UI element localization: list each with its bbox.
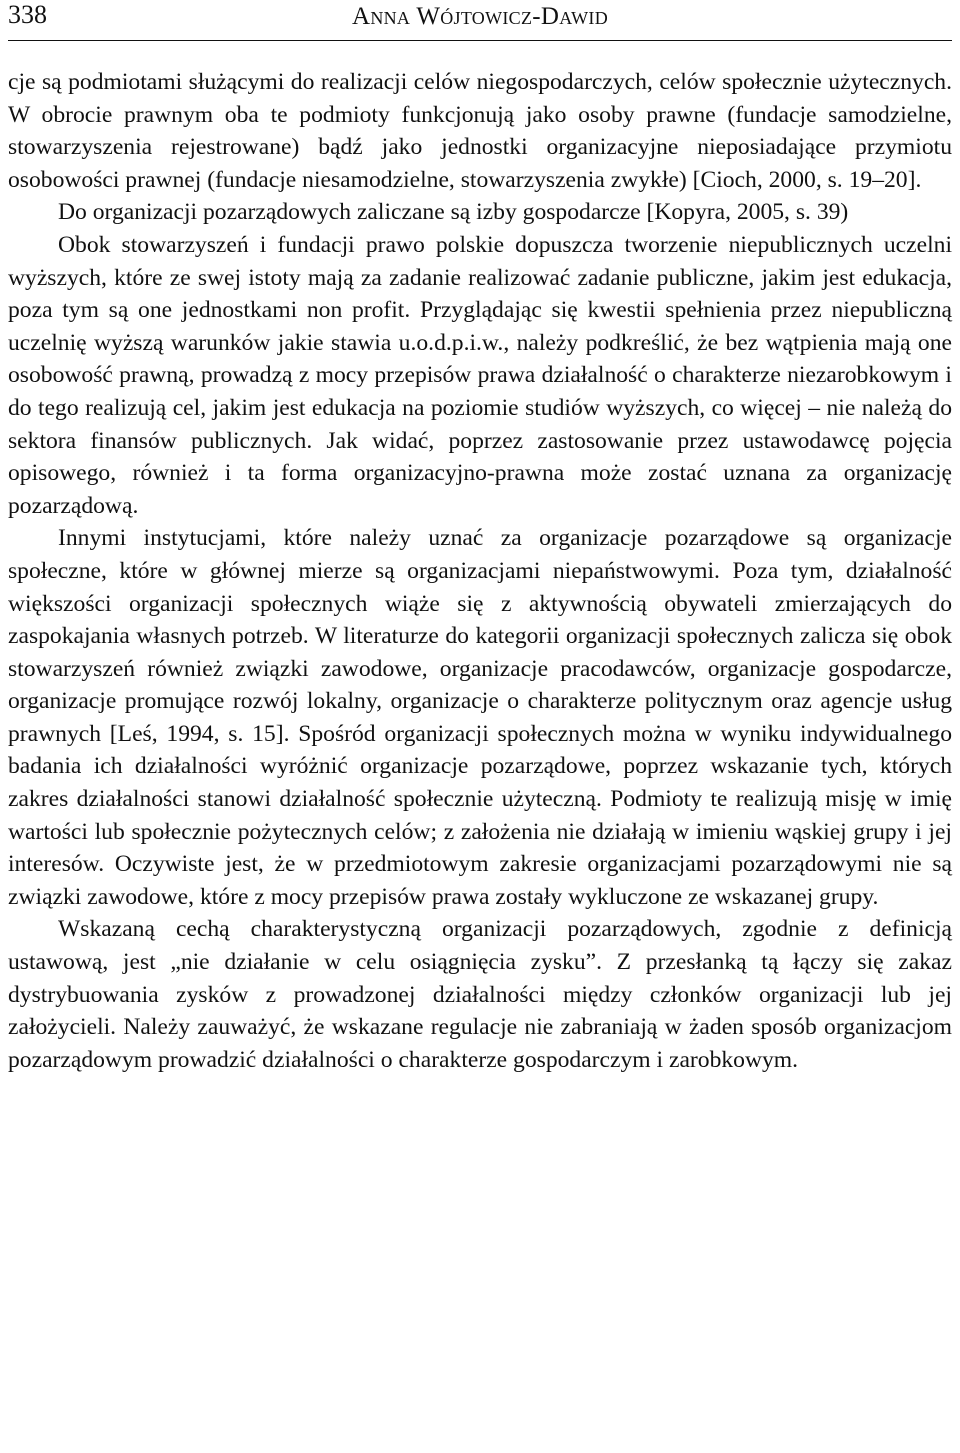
body-text [8, 66, 952, 1076]
paragraph: Obok stowarzyszeń i fundacji prawo polskie dopuszcza tworzenie niepublicznych uczelni wyższych, które ze swej istoty mają za zadanie realizować zadanie publiczne, jakim jest edukacja, poza tym są one jednostkami non profit. Przyglądając się kwestii spełnienia przez niepubliczną uczelnię wyższą warunków jakie stawia u.o.d.p.i.w., należy podkreślić, że bez wątpienia mają one osobowość prawną, prowadzą z mocy przepisów prawa działalność o charakterze niezarobkowym i do tego realizują cel, jakim jest edukacja na poziomie studiów wyższych, co więcej – nie należą do sektora finansów publicznych. Jak widać, poprzez zastosowanie przez ustawodawcę pojęcia opisowego, również i ta forma organizacyjno-prawna może zostać uznana za organizację pozarządową. [8, 231, 952, 519]
running-header [8, 0, 952, 41]
paragraph: Wskazaną cechą charakterystyczną organizacji pozarządowych, zgodnie z definicją ustawową, jest „nie działanie w celu osiągnięcia zysku”. Z przesłanką tą łączy się zakaz dystrybuowania zysków z prowadzonej działalności między członków organizacji lub jej założycieli. Należy zauważyć, że wskazane regulacje nie zabraniają w żaden sposób organizacjom pozarządowym prowadzić działalności o charakterze gospodarczym i zarobkowym. [8, 916, 952, 1073]
page-number: 338 [8, 0, 47, 29]
paragraph-continued: cje są podmiotami służącymi do realizacji celów niegospodarczych, celów społecznie użytecznych. W obrocie prawnym oba te podmioty funkcjonują jako osoby prawne (fundacje samodzielne, stowarzyszenia rejestrowane) bądź jako jednostki organizacyjne nieposiadające przymiotu osobowości prawnej (fundacje niesamodzielne, stowarzyszenia zwykłe) [Cioch, 2000, s. 19–20]. [8, 69, 952, 193]
paragraph: Innymi instytucjami, które należy uznać za organizacje pozarządowe są organizacje społeczne, które w głównej mierze są organizacjami niepaństwowymi. Poza tym, działalność większości organizacji społecznych wiąże się z aktywnością obywateli zmierzających do zaspokajania własnych potrzeb. W literaturze do kategorii organizacji społecznych zalicza się obok stowarzyszeń również związki zawodowe, organizacje pracodawców, organizacje gospodarcze, organizacje promujące rozwój lokalny, organizacje o charakterze politycznym oraz agencje usług prawnych [Leś, 1994, s. 15]. Spośród organizacji społecznych można w wyniku indywidualnego badania ich działalności wyróżnić organizacje pozarządowe, poprzez wskazanie tych, których zakres działalności stanowi działalność społecznie użyteczną. Podmioty te realizują misję w imię wartości lub społecznie pożytecznych celów; z założenia nie działają w imieniu wąskiej grupy i jej interesów. Oczywiste jest, że w przedmiotowym zakresie organizacjami pozarządowymi nie są związki zawodowe, które z mocy przepisów prawa zostały wykluczone ze wskazanej grupy. [8, 525, 952, 910]
running-header-author: Anna Wójtowicz-Dawid [351, 3, 609, 30]
paragraph: Do organizacji pozarządowych zaliczane są izby gospodarcze [Kopyra, 2005, s. 39) [58, 199, 849, 226]
